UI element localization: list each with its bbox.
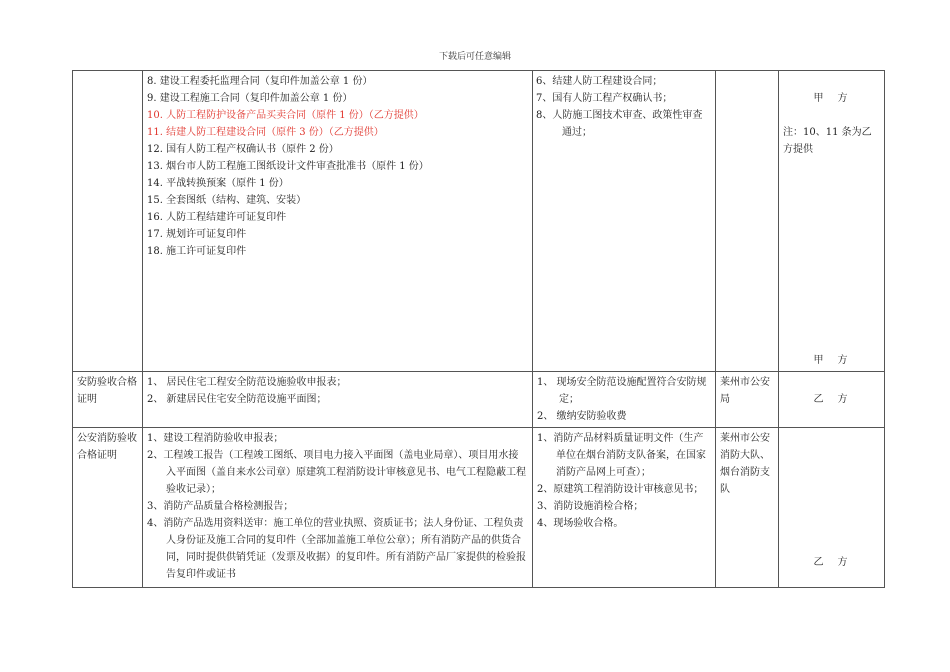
department-cell: 莱州市公安局 (716, 372, 779, 428)
party-cell (779, 71, 885, 372)
material-item: 15. 全套图纸（结构、建筑、安装） (147, 195, 307, 206)
material-item: 4、消防产品选用资料送审：施工单位的营业执照、资质证书；法人身份证、工程负责人身份证及施工合同的复印件（全部加盖施工单位公章）；所有消防产品的供货合同，同时提供供销凭证（发票及收据）的复印件。所有消防产品厂家提供的检验报告复印件或证书 (147, 518, 526, 580)
material-item: 11. 结建人防工程建设合同（原件 3 份）（乙方提供） (147, 127, 384, 138)
condition-item: 1、消防产品材料质量证明文件（生产单位在烟台消防支队备案，在国家消防产品网上可查）； (537, 433, 706, 478)
table-row (73, 71, 885, 372)
materials-cell (143, 372, 533, 428)
conditions-cell (533, 428, 716, 588)
condition-item: 7、国有人防工程产权确认书； (536, 93, 673, 104)
table-row (73, 372, 885, 428)
category-cell: 安防验收合格证明 (73, 372, 143, 428)
material-item: 1、建设工程消防验收申报表； (147, 433, 284, 444)
department-cell (716, 71, 779, 372)
party-label: 甲 方 (813, 93, 850, 104)
department-cell: 莱州市公安消防大队、烟台消防支队 (716, 428, 779, 588)
materials-cell (143, 71, 533, 372)
conditions-cell (533, 71, 716, 372)
material-item: 14. 平战转换预案（原件 1 份） (147, 178, 289, 189)
party-label: 乙 方 (813, 394, 850, 405)
condition-item: 2、 缴纳安防验收费 (537, 411, 627, 422)
party-label: 乙 方 (813, 557, 850, 568)
material-item: 9. 建设工程施工合同（复印件加盖公章 1 份） (147, 93, 353, 104)
category-cell (73, 71, 143, 372)
material-item: 17. 规划许可证复印件 (147, 229, 247, 240)
party-cell (779, 428, 885, 588)
materials-cell (143, 428, 533, 588)
material-item: 2、工程竣工报告（工程竣工图纸、项目电力接入平面图（盖电业局章）、项目用水接入平面图（盖自来水公司章）原建筑工程消防设计审核意见书、电气工程隐蔽工程验收记录）； (147, 450, 526, 495)
category-cell: 公安消防验收合格证明 (73, 428, 143, 588)
material-item: 13. 烟台市人防工程施工图纸设计文件审查批准书（原件 1 份） (147, 161, 429, 172)
condition-item: 1、 现场安全防范设施配置符合安防规定； (537, 377, 707, 405)
material-item: 16. 人防工程结建许可证复印件 (147, 212, 287, 223)
approval-materials-table (72, 70, 885, 588)
table-row (73, 428, 885, 588)
material-item: 1、 居民住宅工程安全防范设施验收申报表； (147, 377, 347, 388)
condition-item: 2、原建筑工程消防设计审核意见书； (537, 484, 704, 495)
party-label: 甲 方 (813, 355, 850, 366)
material-item: 18. 施工许可证复印件 (147, 246, 247, 257)
material-item: 3、消防产品质量合格检测报告； (147, 501, 294, 512)
party-cell (779, 372, 885, 428)
condition-item: 3、消防设施消检合格； (537, 501, 644, 512)
material-item: 10. 人防工程防护设备产品买卖合同（原件 1 份）（乙方提供） (147, 110, 424, 121)
conditions-cell (533, 372, 716, 428)
note-text: 注：10、11 条为乙方提供 (783, 127, 872, 155)
material-item: 2、 新建居民住宅安全防范设施平面图； (147, 394, 327, 405)
condition-item: 6、结建人防工程建设合同； (536, 76, 663, 87)
page-header: 下载后可任意编辑 (438, 52, 511, 62)
material-item: 8. 建设工程委托监理合同（复印件加盖公章 1 份） (147, 76, 373, 87)
condition-item: 8、人防施工图技术审查、政策性审查通过； (536, 110, 703, 138)
material-item: 12. 国有人防工程产权确认书（原件 2 份） (147, 144, 339, 155)
condition-item: 4、现场验收合格。 (537, 518, 624, 529)
